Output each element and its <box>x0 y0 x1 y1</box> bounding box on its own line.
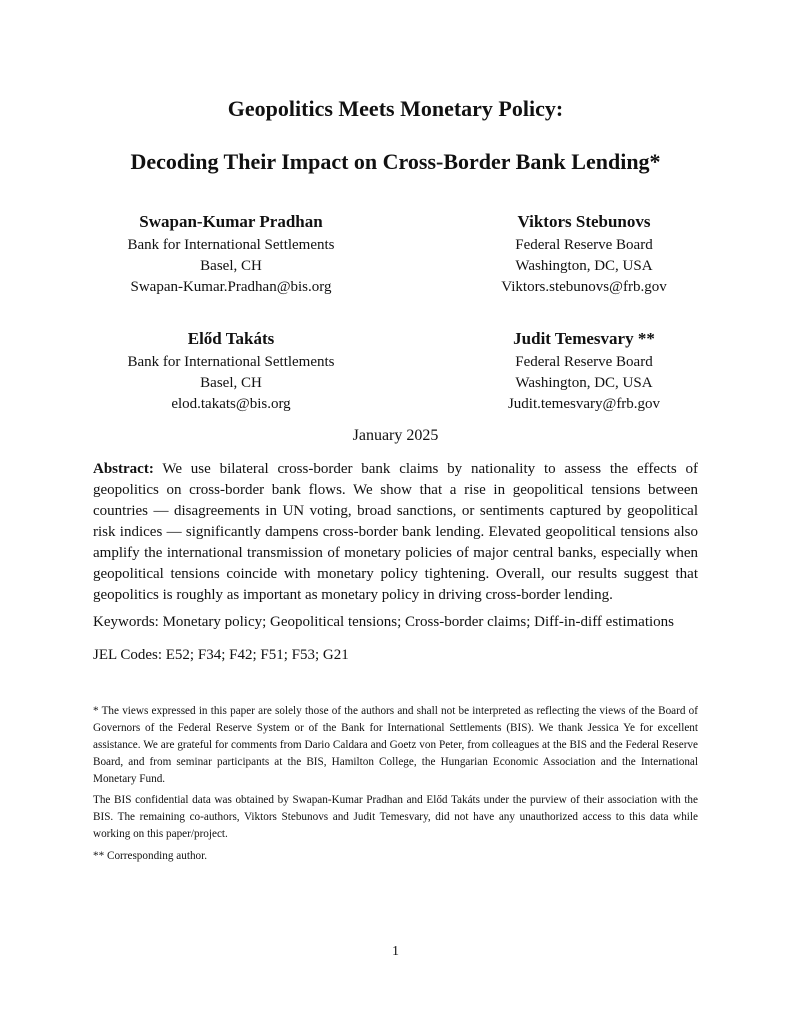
paper-title-line-2: Decoding Their Impact on Cross-Border Bank Lending* <box>130 149 661 174</box>
paper-title-line-1: Geopolitics Meets Monetary Policy: <box>227 96 564 121</box>
author-email: elod.takats@bis.org <box>171 396 291 412</box>
author-block-pradhan <box>96 210 366 298</box>
author-name: Judit Temesvary ** <box>513 329 655 348</box>
author-location: Basel, CH <box>200 375 262 391</box>
publication-date: January 2025 <box>352 427 439 444</box>
author-block-takats <box>96 327 366 415</box>
abstract-text: We use bilateral cross-border bank claims by nationality to assess the effects of geopolitics on cross-border bank flows. We show that a rise in geopolitical tensions between countries — disagreements in UN voting, broad sanctions, or sentiments captured by geopolitical risk indices — significantly dampens cross-border bank lending. Elevated geopolitical tensions also amplify the international transmission of monetary policies of major central banks, especially when geopolitical tensions coincide with monetary policy tightening. Overall, our results suggest that geopolitics is roughly as important as monetary policy in driving cross-border lending. <box>93 461 698 603</box>
footnote-views: * The views expressed in this paper are solely those of the authors and shall not be interpreted as reflecting the views of the Board of Governors of the Federal Reserve System or of the Bank for International Settlements (BIS). We thank Jessica Ye for excellent assistance. We are grateful for comments from Dario Caldara and Goetz von Peter, from colleagues at the BIS and the Federal Reserve Board, and from seminar participants at the BIS, Hamilton College, the Hungarian Economic Association and the International Monetary Fund. <box>93 705 698 785</box>
author-name: Előd Takáts <box>187 329 275 348</box>
author-affiliation: Federal Reserve Board <box>515 237 653 253</box>
author-affiliation: Bank for International Settlements <box>127 237 335 253</box>
page-number: 1 <box>392 944 399 959</box>
author-name: Swapan-Kumar Pradhan <box>139 212 323 231</box>
keywords: Keywords: Monetary policy; Geopolitical tensions; Cross-border claims; Diff-in-diff estimations <box>93 614 675 630</box>
jel-codes: JEL Codes: E52; F34; F42; F51; F53; G21 <box>93 647 349 663</box>
author-location: Washington, DC, USA <box>515 258 653 274</box>
author-location: Basel, CH <box>200 258 262 274</box>
author-email: Judit.temesvary@frb.gov <box>507 396 661 412</box>
author-email: Viktors.stebunovs@frb.gov <box>501 279 667 295</box>
author-location: Washington, DC, USA <box>515 375 653 391</box>
abstract <box>93 459 698 606</box>
author-name: Viktors Stebunovs <box>517 212 651 231</box>
author-affiliation: Bank for International Settlements <box>127 354 335 370</box>
footnote-data-access: The BIS confidential data was obtained by Swapan-Kumar Pradhan and Előd Takáts under the purview of their association with the BIS. The remaining co-authors, Viktors Stebunovs and Judit Temesvary, did not have any unauthorized access to this data while working on this paper/project. <box>93 794 698 840</box>
footnote-corresponding-author: ** Corresponding author. <box>93 850 208 862</box>
author-block-stebunovs <box>462 210 706 298</box>
author-affiliation: Federal Reserve Board <box>515 354 653 370</box>
abstract-label: Abstract: <box>93 461 154 477</box>
author-email: Swapan-Kumar.Pradhan@bis.org <box>130 279 332 295</box>
author-block-temesvary <box>462 327 706 415</box>
